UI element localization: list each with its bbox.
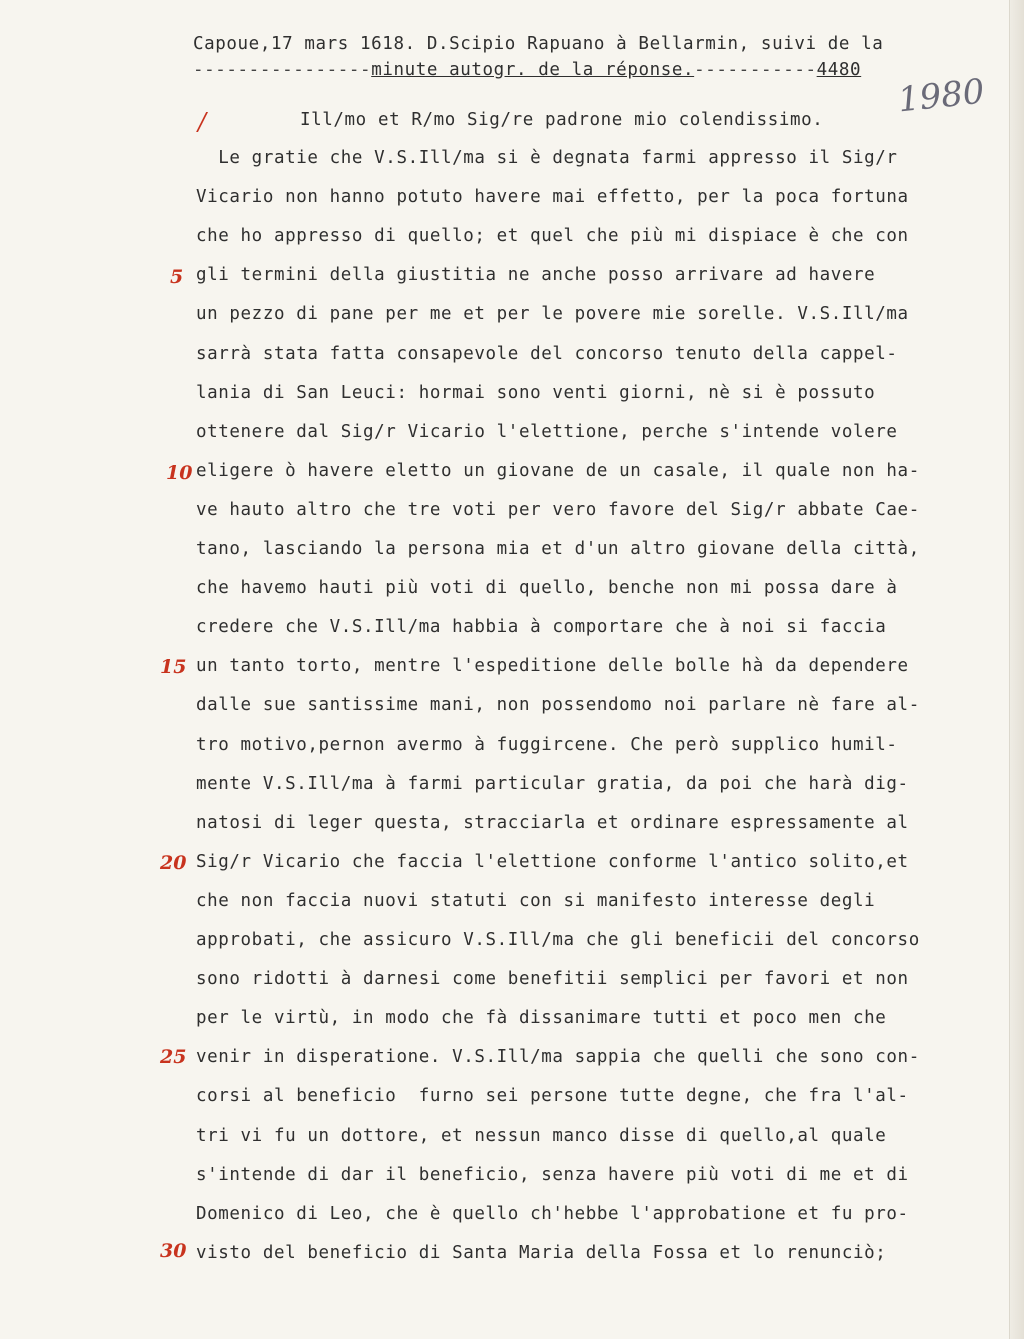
body-line: Vicario non hanno potuto havere mai effetto, per la poca fortuna	[196, 187, 909, 208]
body-line: tro motivo,pernon avermo à fuggircene. Che però supplico humil-	[196, 734, 898, 755]
body-line: mente V.S.Ill/ma à farmi particular gratia, da poi che harà dig-	[196, 773, 909, 794]
body-line: sarrà stata fatta consapevole del concorso tenuto della cappel-	[196, 343, 898, 364]
body-line: un tanto torto, mentre l'espeditione delle bolle hà da dependere	[196, 656, 909, 677]
body-line: che havemo hauti più voti di quello, benche non mi possa dare à	[196, 578, 898, 599]
body-line: corsi al beneficio furno sei persone tutte degne, che fra l'al-	[196, 1086, 909, 1107]
body-line: tri vi fu un dottore, et nessun manco disse di quello,al quale	[196, 1125, 887, 1146]
line-marker-20: 20	[160, 852, 187, 874]
body-line: che non faccia nuovi statuti con si manifesto interesse degli	[196, 890, 876, 911]
start-mark: /	[198, 108, 207, 136]
document-header-line-1: Capoue,17 mars 1618. D.Scipio Rapuano à Bellarmin, suivi de la	[193, 34, 884, 54]
body-line: un pezzo di pane per me et per le povere mie sorelle. V.S.Ill/ma	[196, 304, 909, 325]
body-line: tano, lasciando la persona mia et d'un altro giovane della città,	[196, 539, 920, 559]
body-line: gli termini della giustitia ne anche posso arrivare ad havere	[196, 265, 876, 286]
body-line: credere che V.S.Ill/ma habbia à comportare che à noi si faccia	[196, 617, 887, 638]
document-header-line-2	[193, 60, 861, 80]
body-line: ve hauto altro che tre voti per vero favore del Sig/r abbate Cae-	[196, 499, 920, 520]
body-line: venir in disperatione. V.S.Ill/ma sappia che quelli che sono con-	[196, 1047, 920, 1068]
body-line: ottenere dal Sig/r Vicario l'elettione, perche s'intende volere	[196, 421, 898, 442]
header-dashes-left: ----------------	[193, 60, 372, 80]
line-marker-5: 5	[170, 266, 184, 288]
page-edge	[1009, 0, 1024, 1339]
body-line: visto del beneficio di Santa Maria della Fossa et lo renunciò;	[196, 1242, 887, 1263]
body-line: che ho appresso di quello; et quel che più mi dispiace è che con	[196, 226, 909, 247]
line-marker-30: 30	[160, 1240, 187, 1262]
body-line: Le gratie che V.S.Ill/ma si è degnata farmi appresso il Sig/r	[196, 148, 898, 168]
salutation: Ill/mo et R/mo Sig/re padrone mio colendissimo.	[300, 110, 824, 130]
body-line: approbati, che assicuro V.S.Ill/ma che gli beneficii del concorso	[196, 930, 920, 950]
body-line: per le virtù, in modo che fà dissanimare tutti et poco men che	[196, 1008, 887, 1029]
line-marker-15: 15	[160, 656, 187, 678]
body-line: Sig/r Vicario che faccia l'elettione conforme l'antico solito,et	[196, 851, 909, 872]
handwritten-folio-number: 1980	[896, 71, 987, 121]
body-line: dalle sue santissime mani, non possendomo noi parlare nè fare al-	[196, 695, 920, 716]
header-dashes-right: -----------	[694, 60, 817, 80]
body-line: eligere ò havere eletto un giovane de un casale, il quale non ha-	[196, 460, 920, 481]
line-marker-25: 25	[160, 1046, 187, 1068]
body-line: sono ridotti à darnesi come benefitii semplici per favori et non	[196, 969, 909, 990]
header-number: 4480	[816, 60, 862, 80]
body-line: Domenico di Leo, che è quello ch'hebbe l'approbatione et fu pro-	[196, 1203, 909, 1224]
body-line: natosi di leger questa, stracciarla et ordinare espressamente al	[196, 812, 909, 833]
line-marker-10: 10	[166, 462, 193, 484]
body-line: s'intende di dar il beneficio, senza havere più voti di me et di	[196, 1164, 909, 1185]
body-line: lania di San Leuci: hormai sono venti giorni, nè si è possuto	[196, 382, 876, 403]
header-subtitle: minute autogr. de la réponse.	[371, 60, 695, 80]
